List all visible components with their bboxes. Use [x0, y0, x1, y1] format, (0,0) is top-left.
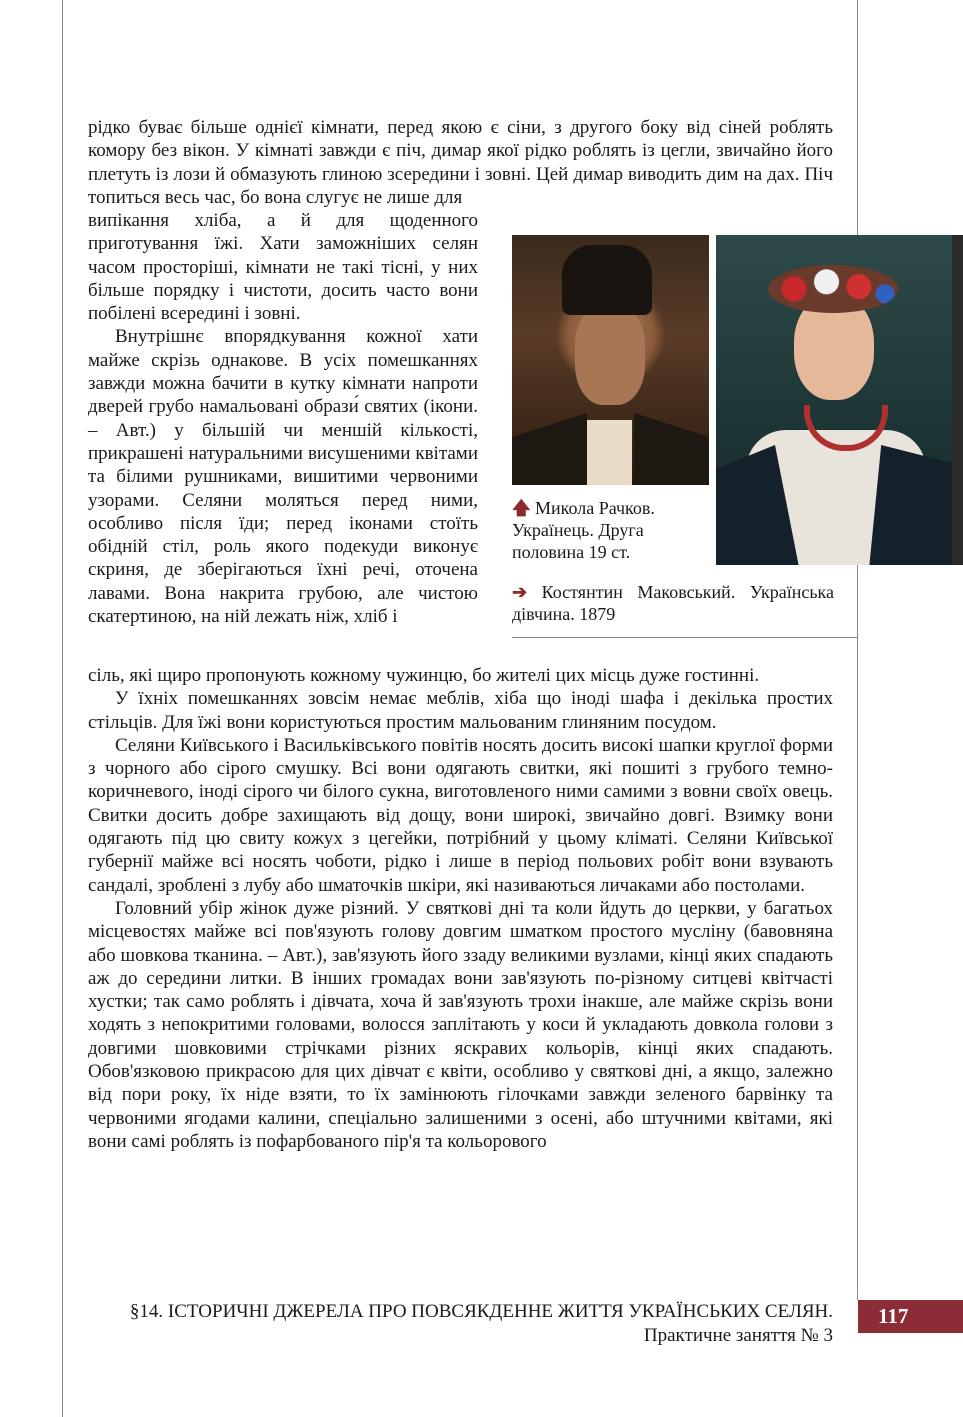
footer-title: §14. ІСТОРИЧНІ ДЖЕРЕЛА ПРО ПОВСЯКДЕННЕ ЖИТТЯ УКРАЇНСЬКИХ СЕЛЯН.	[129, 1301, 833, 1322]
paragraph: У їхніх помешканнях зовсім немає меблів, хіба що іноді шафа і декілька простих стільців. Для їжі вони користуються простим мальованим глиняним посудом.	[88, 688, 833, 733]
caption-divider	[512, 637, 857, 638]
page-number: 117	[858, 1300, 963, 1333]
portrait-ukrainian-girl-image	[716, 235, 952, 565]
bottom-text	[88, 664, 833, 1153]
caption-makovsky	[512, 581, 834, 625]
footer-subtitle: Практичне заняття № 3	[643, 1325, 833, 1346]
paragraph: випікання хліба, а й для щоденного приготування їжі. Хати заможніших селян часом просторіші, кімнати не такі тісні, у них більше порядку і чистоти, досить часто вони побілені всередині і зовні.	[88, 210, 478, 325]
top-paragraph	[88, 116, 833, 209]
edge-bar	[952, 235, 963, 565]
paragraph: Головний убір жінок дуже різний. У святкові дні та коли йдуть до церкви, у багатьох місцевостях майже всі пов'язують голову довгим шматком простого мусліну (бавовняна або шовкова тканина. – Авт.), зав'язують його ззаду великими вузлами, кінці яких спадають аж до середини литки. В інших громадах вони зав'язують по-різному ситцеві квітчасті хустки; так само роблять і дівчата, хоча й зав'язують трохи інакше, але майже скрізь вони ходять з непокритими головами, волосся заплітають у коси й укладають довкола голови з довгими шовковими стрічками різних яскравих кольорів, кінці яких спадають. Обов'язковою прикрасою для цих дівчат є квіти, особливо у святкові дні, а якщо, залежно від пори року, їх ніде взяти, то їх замінюють гілочками завжди зеленого барвінку та червоними ягодами калини, спеціально залишеними з осені, або штучними квітами, які вони самі роблять із пофарбованого пір'я та кольорового	[88, 897, 833, 1152]
portrait-ukrainian-man-image	[512, 235, 709, 485]
caption-text: Микола Рачков. Українець. Друга половина 19 ст.	[512, 498, 655, 562]
left-column-text	[88, 209, 478, 628]
paragraph: сіль, які щиро пропонують кожному чужинцю, бо жителі цих місць дуже гостинні.	[88, 665, 760, 686]
left-margin-rule	[62, 0, 63, 1417]
arrow-right-icon: ➔	[512, 582, 528, 602]
arrow-up-icon: 🡅	[512, 498, 531, 518]
caption-rachkov	[512, 497, 702, 563]
running-footer	[88, 1300, 833, 1348]
paragraph: Селяни Київського і Васильківського повітів носять досить високі шапки круглої форми з чорного або сірого смушку. Всі вони одягають свитки, які пошиті з грубого темно-коричневого, іноді сірого чи білого сукна, виготовленого ними самими з вовни своїх овець. Свитки досить добре захищають від дощу, вони широкі, звичайно довгі. Взимку вони одягають під цю свиту кожух з цегейки, потрібний у цьому кліматі. Селяни Київської губернії майже всі носять чоботи, рідко і лише в період польових робіт вони взувають сандалі, зроблені з лубу або шматочків шкіри, які називаються личаками або постолами.	[88, 734, 833, 896]
caption-text: Костянтин Маковський. Українська дівчина. 1879	[512, 582, 835, 624]
paragraph: рідко буває більше однієї кімнати, перед якою є сіни, з другого боку від сіней роблять комору без вікон. У кімнаті завжди є піч, димар якої рідко роблять із цегли, звичайно його плетуть із лози й обмазують глиною зсередини і зовні. Цей димар виводить дим на дах. Піч топиться весь час, бо вона слугує не лише для	[88, 117, 833, 208]
paragraph: Внутрішнє впорядкування кожної хати майже скрізь однакове. В усіх помешканнях завжди можна бачити в кутку кімнати напроти дверей грубо намальовані образи́ святих (ікони. – Авт.) у більшій чи меншій кількості, прикрашені натуральними висушеними квітами та білими рушниками, вишитими червоними узорами. Селяни моляться перед ними, особливо після їди; перед іконами стоїть обідній стіл, роль якого подекуди виконує скриня, де зберігаються їхні речі, оточена лавами. Вона накрита грубою, але чистою скатертиною, на ній лежать ніж, хліб і	[88, 326, 478, 628]
right-margin-rule	[857, 0, 858, 1300]
